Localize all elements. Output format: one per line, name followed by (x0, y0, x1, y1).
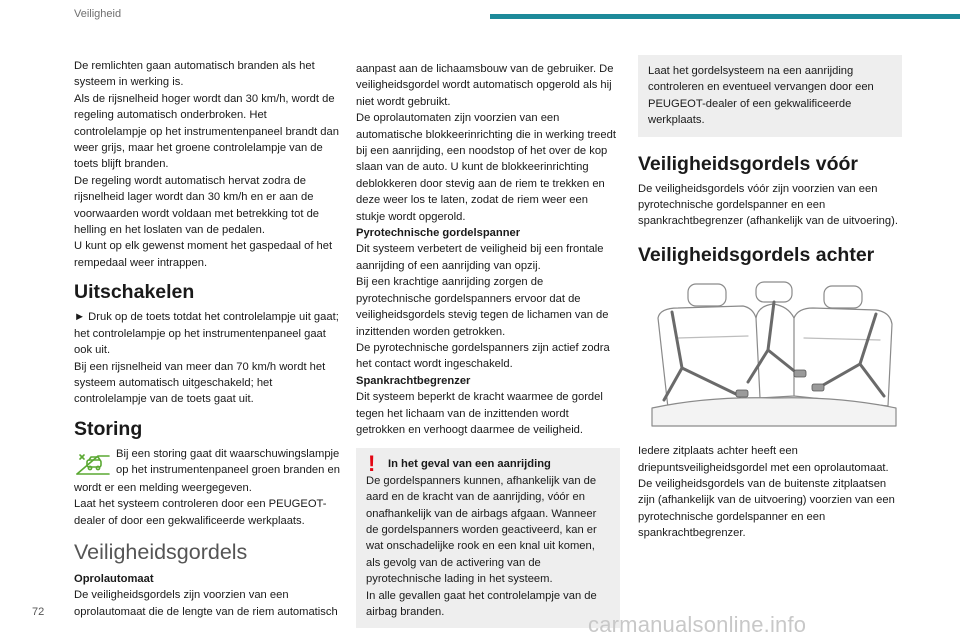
paragraph: De remlichten gaan automatisch branden als het systeem in werking is. (74, 60, 315, 89)
paragraph: Dit systeem verbetert de veiligheid bij een frontale aanrijding of een aanrijding van opzij. (356, 243, 604, 272)
heading-gordels-achter: Veiligheidsgordels achter (638, 243, 875, 266)
paragraph: Laat het systeem controleren door een PEUGEOT-dealer of door een gekwalificeerde werkplaats. (74, 498, 327, 527)
paragraph: Bij een krachtige aanrijding zorgen de pyrotechnische gordelspanners ervoor dat de veiligheidsgordels stevig tegen de lichamen van de inzittenden worden getrokken. (356, 276, 609, 338)
heading-uitschakelen: Uitschakelen (74, 281, 195, 304)
paragraph: Als de rijsnelheid hoger wordt dan 30 km/h, wordt de regeling automatisch onderbroken. Het controlelampje op het instrumentenpaneel brandt dan weer grijs, maar het groene controlelampje van de toets blijft branden. (74, 92, 339, 171)
exclamation-icon: ! (368, 451, 376, 477)
header-accent-bar (490, 14, 960, 19)
heading-veiligheidsgordels: Veiligheidsgordels (74, 539, 248, 564)
subheading-oprolautomaat: Oprolautomaat (74, 572, 154, 585)
column-3 (638, 55, 902, 542)
paragraph: Laat het gordelsysteem na een aanrijding controleren en eventueel vervangen door een PEUGEOT-dealer of een gekwalificeerde werkplaats. (648, 65, 874, 127)
paragraph: ► Druk op de toets totdat het controlelampje uit gaat; het controlelampje op het instrumentenpaneel gaat ook uit. (74, 311, 339, 357)
paragraph: Bij een storing gaat dit waarschuwingslampje op het instrumentenpaneel groen branden en (116, 447, 340, 477)
column-1 (74, 58, 342, 620)
paragraph: Dit systeem beperkt de kracht waarmee de gordel tegen het lichaam van de inzittenden wordt getrokken en verhoogt daarmee de veiligheid. (356, 391, 603, 436)
column-2 (356, 61, 620, 628)
paragraph: De regeling wordt automatisch hervat zodra de rijsnelheid lager wordt dan 30 km/h en er aan de voorwaarden wordt voldaan met betrekking tot de helling en het loslaten van de pedalen. (74, 174, 320, 237)
hill-assist-warning-icon (74, 448, 112, 480)
paragraph: De veiligheidsgordels vóór zijn voorzien van een pyrotechnische gordelspanner en een spankrachtbegrenzer (afhankelijk van de uitvoering). (638, 182, 898, 228)
note-paragraph: In alle gevallen gaat het controlelampje van de airbag branden. (366, 589, 597, 618)
info-box (638, 55, 902, 137)
rear-seat-belts-illustration (648, 278, 898, 428)
heading-gordels-voor: Veiligheidsgordels vóór (638, 152, 858, 175)
paragraph: Bij een rijsnelheid van meer dan 70 km/h wordt het systeem automatisch uitgeschakeld; het controlelampje van de toets gaat uit. (74, 360, 326, 406)
paragraph: wordt er een melding weergegeven. (74, 481, 252, 494)
heading-storing: Storing (74, 417, 143, 440)
section-header: Veiligheid (74, 8, 122, 20)
watermark: carmanualsonline.info (588, 612, 807, 637)
storing-block (74, 446, 342, 480)
paragraph: De veiligheidsgordels van de buitenste zitplaatsen zijn (afhankelijk van de uitvoering) voorzien van een pyrotechnische gordelspanner en een spankrachtbegrenzer. (638, 478, 895, 540)
warning-note-box (356, 448, 620, 628)
paragraph: De veiligheidsgordels zijn voorzien van een oprolautomaat die de lengte van de riem automatisch (74, 589, 338, 618)
subheading-pyrotechnisch: Pyrotechnische gordelspanner (356, 227, 521, 240)
paragraph: aanpast aan de lichaamsbouw van de gebruiker. De veiligheidsgordel wordt automatisch opgerold als hij niet wordt gebruikt. (356, 63, 614, 108)
note-paragraph: De gordelspanners kunnen, afhankelijk van de aard en de kracht van de aanrijding, vóór en onafhankelijk van de airbags afgaan. Wanneer de gordelspanners worden geactiveerd, kan er wat onschadelijke rook en een knal uit komen, als gevolg van de activering van de pyrotechnische lading in het systeem. (366, 474, 597, 586)
subheading-spankracht: Spankrachtbegrenzer (356, 374, 471, 387)
paragraph: Iedere zitplaats achter heeft een driepuntsveiligheidsgordel met een oprolautomaat. (638, 445, 889, 474)
paragraph: De pyrotechnische gordelspanners zijn actief zodra het contact wordt ingeschakeld. (356, 341, 610, 371)
page-number: 72 (32, 606, 45, 618)
note-title: In het geval van een aanrijding (388, 458, 551, 471)
paragraph: De oprolautomaten zijn voorzien van een automatische blokkeerinrichting die in werking treedt bij een aanrijding, een noodstop of het over de kop slaan van de auto. U kunt de blokkeerinrichting deblokkeren door stevig aan de riem te trekken en deze weer los te laten, zodat de riem weer een stukje wordt opgerold. (356, 112, 616, 223)
paragraph: U kunt op elk gewenst moment het gaspedaal of het rempedaal weer intrappen. (74, 240, 333, 269)
